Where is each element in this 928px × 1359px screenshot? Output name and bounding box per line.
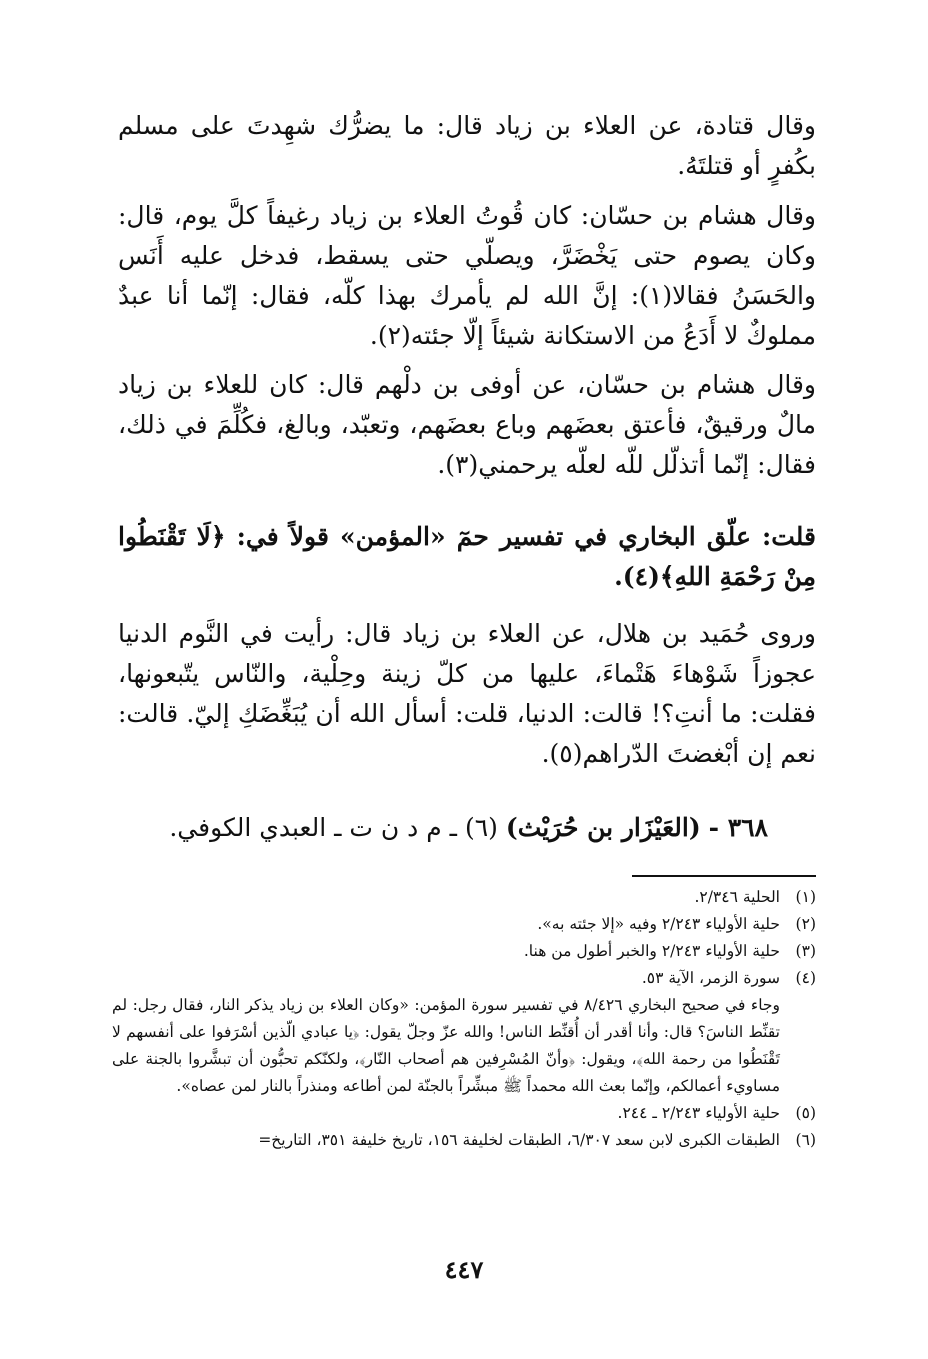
footnote-number: (٣)	[795, 942, 816, 960]
paragraph-1: وقال قتادة، عن العلاء بن زياد قال: ما يضرُّك شهِدتَ على مسلم بكُفرٍ أو قتلتَهُ.	[118, 111, 816, 180]
footnote-divider	[632, 875, 816, 877]
page-number: ٤٤٧	[444, 1255, 484, 1284]
footnote-text: سورة الزمر، الآية ٥٣.	[641, 969, 780, 987]
footnote-3	[112, 938, 816, 965]
footnote-2	[112, 911, 816, 938]
footnote-4-extra: وجاء في صحيح البخاري ٨/٤٢٦ في تفسير سورة المؤمن: «وكان العلاء بن زياد يذكر النار، فقال رجل: لم تقنِّط الناسَ؟ قال: وأنا أقدر أن أُقنِّط الناس! والله عزّ وجلّ يقول: ﴿يا عبادي الّذين أسْرَفوا على أنفسهم لا تَقْنَطُوا من رحمة الله﴾، ويقول: ﴿وأنّ المُسْرِفين هم أصحاب النّار﴾، ولكنّكم تحبُّون أن تبشَّروا بالجنة على مساويء أعمالكم، وإنّما بعث الله محمداً ﷺ مبشِّراً بالجنّة لمن أطاعه ومنذراً بالنار لمن عصاه».	[112, 996, 781, 1095]
paragraph-2: وقال هشام بن حسّان: كان قُوتُ العلاء بن زياد رغيفاً كلَّ يوم، قال: وكان يصوم حتى يَخْضَرَّ، ويصلّي حتى يسقط، فدخل عليه أَنَس والحَسَنُ فقالا(١): إنَّ الله لم يأمرك بهذا كلّه، فقال: إنّما أنا عبدٌ مملوكٌ لا أَدَعُ من الاستكانة شيئاً إلّا جئته(٢).	[118, 201, 816, 350]
entry-number: ٣٦٨ -	[708, 813, 768, 842]
footnote-text: الطبقات الكبرى لابن سعد ٦/٣٠٧، الطبقات لخليفة ١٥٦، تاريخ خليفة ٣٥١، التاريخ=	[258, 1131, 780, 1149]
footnotes	[112, 884, 816, 1154]
footnote-1	[112, 884, 816, 911]
footnote-6	[112, 1127, 816, 1154]
footnote-number: (١)	[795, 888, 816, 906]
footnote-text: الحلية ٢/٣٤٦.	[694, 888, 780, 906]
paragraph-5: وروى حُمَيد بن هلال، عن العلاء بن زياد قال: رأيت في النَّوم الدنيا عجوزاً شَوْهاءَ هَتْماءَ، عليها من كلّ زينة وحِلْية، والنّاس يتّبعونها، فقلت: ما أنتِ؟! قالت: الدنيا، قلت: أسأل الله أن يُبَغِّضَكِ إليّ. قالت: نعم إن أبْغضتَ الدّراهم(٥).	[118, 619, 816, 768]
footnote-number: (٢)	[795, 915, 816, 933]
entry-rest: (٦) ـ م د ن ت ـ العبدي الكوفي.	[169, 813, 498, 842]
paragraph-4: قلت: علّق البخاري في تفسير حمٓ «المؤمن» قولاً في: ﴿لَا تَقْنَطُوا مِنْ رَحْمَةِ اللهِ﴾(٤).	[118, 522, 816, 591]
entry-heading	[118, 808, 768, 848]
footnote-number: (٥)	[795, 1104, 816, 1122]
paragraph-3: وقال هشام بن حسّان، عن أوفى بن دلْهم قال: كان للعلاء بن زياد مالٌ ورقيقٌ، فأعتق بعضَهم وباع بعضَهم، وتعبّد، وبالغ، فكُلِّمَ في ذلك، فقال: إنّما أتذلّل للّه لعلّه يرحمني(٣).	[118, 370, 816, 479]
footnote-4	[112, 965, 816, 992]
footnote-text: حلية الأولياء ٢/٢٤٣ والخبر أطول من هنا.	[523, 942, 780, 960]
footnote-number: (٦)	[795, 1131, 816, 1149]
footnote-text: حلية الأولياء ٢/٢٤٣ وفيه «إلا جئته به».	[537, 915, 780, 933]
entry-name: (العَيْزَار بن حُرَيْث)	[505, 813, 701, 842]
footnote-5	[112, 1100, 816, 1127]
footnote-number: (٤)	[795, 969, 816, 987]
footnote-text: حلية الأولياء ٢/٢٤٣ ـ ٢٤٤.	[617, 1104, 780, 1122]
